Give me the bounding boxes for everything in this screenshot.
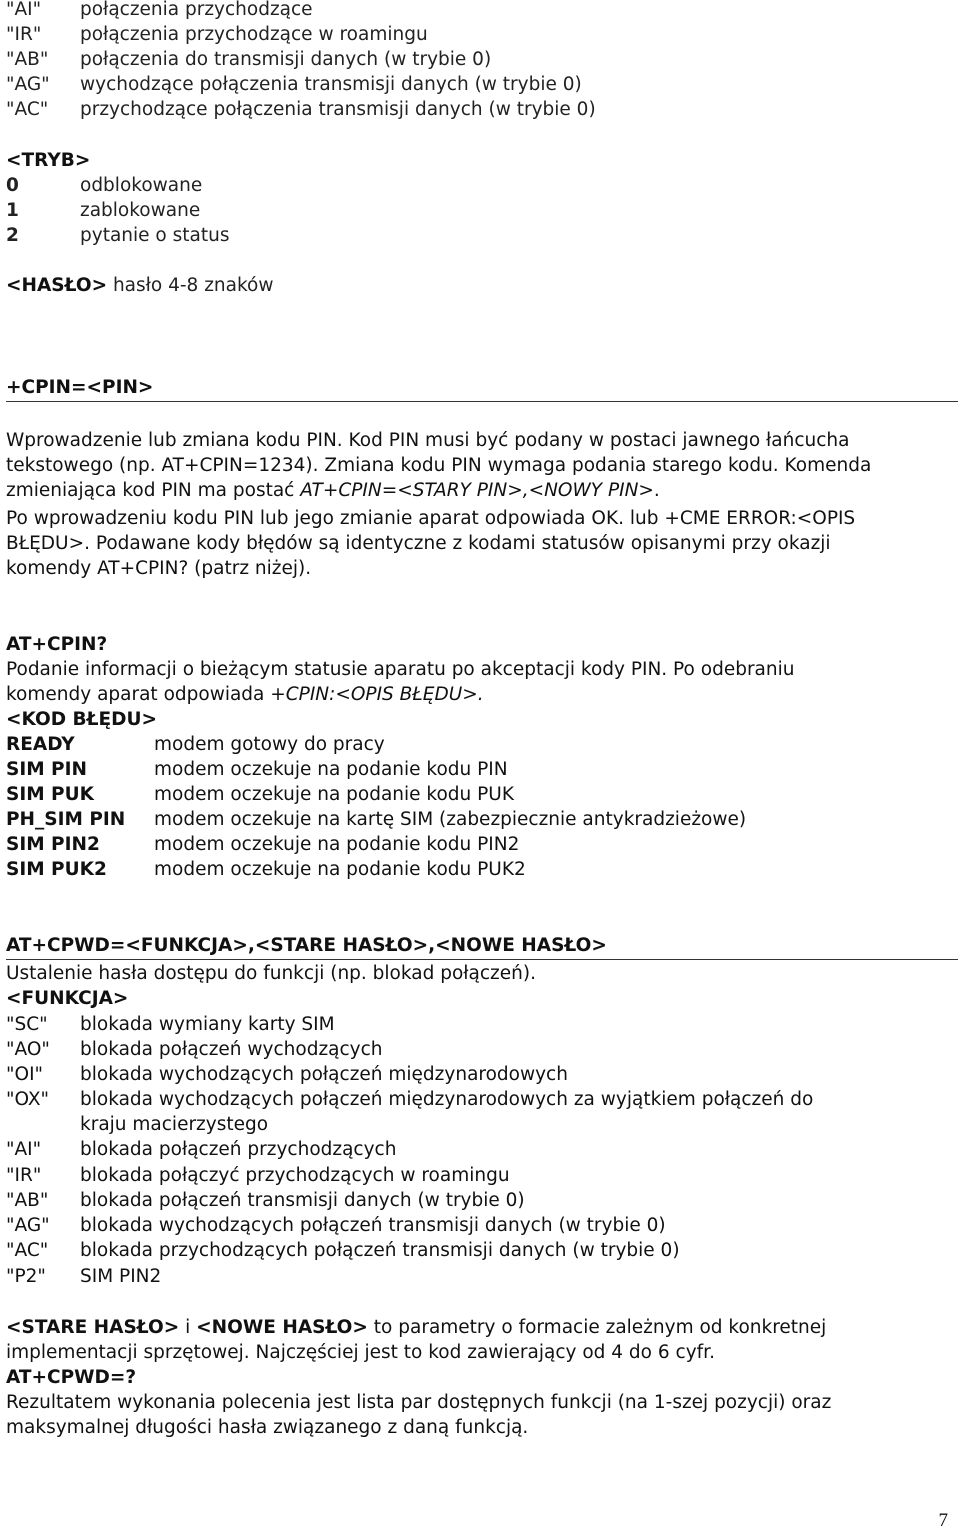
code: "IR" (6, 1165, 42, 1186)
description: połączenia do transmisji danych (w trybie 0) (80, 49, 492, 70)
paragraph-line: implementacji sprzętowej. Najczęściej jest to kod zawierający od 4 do 6 cyfr. (6, 1342, 715, 1363)
haslo-label: <HASŁO> (6, 275, 108, 296)
description: blokada połączeń wychodzących (80, 1039, 383, 1060)
code: "P2" (6, 1266, 46, 1287)
description: blokada wymiany karty SIM (80, 1014, 335, 1035)
paragraph-line: maksymalnej długości hasła związanego z daną funkcją. (6, 1417, 529, 1438)
code: "AB" (6, 49, 49, 70)
code: "AG" (6, 74, 50, 95)
description: wychodzące połączenia transmisji danych (w trybie 0) (80, 74, 582, 95)
section-heading: AT+CPWD=? (6, 1367, 137, 1388)
text: i (179, 1317, 197, 1338)
description: zablokowane (80, 200, 201, 221)
description: pytanie o status (80, 225, 230, 246)
page-number: 7 (938, 1510, 948, 1531)
code: "AB" (6, 1190, 49, 1211)
paragraph-line: Po wprowadzeniu kodu PIN lub jego zmianie aparat odpowiada OK. lub +CME ERROR:<OPIS (6, 508, 856, 529)
description: przychodzące połączenia transmisji danych (w trybie 0) (80, 99, 596, 120)
paragraph-line: tekstowego (np. AT+CPIN=1234). Zmiana kodu PIN wymaga podania starego kodu. Komenda (6, 455, 872, 476)
code: "SC" (6, 1014, 48, 1035)
description: blokada połączeń przychodzących (80, 1139, 397, 1160)
code: SIM PIN2 (6, 834, 100, 855)
paragraph-line (6, 682, 484, 707)
paragraph-line: Rezultatem wykonania polecenia jest lista par dostępnych funkcji (na 1-szej pozycji) oraz (6, 1392, 832, 1413)
description: modem gotowy do pracy (154, 734, 385, 755)
divider (6, 959, 958, 960)
description: modem oczekuje na podanie kodu PUK2 (154, 859, 526, 880)
text: zmieniająca kod PIN ma postać (6, 480, 301, 501)
command-syntax: AT+CPIN=<STARY PIN>,<NOWY PIN> (300, 480, 654, 501)
param-name: <NOWE HASŁO> (196, 1317, 368, 1338)
code: 2 (6, 225, 19, 246)
code: "OI" (6, 1064, 44, 1085)
funkcja-header: <FUNKCJA> (6, 988, 129, 1009)
code: PH_SIM PIN (6, 809, 126, 830)
code: "AO" (6, 1039, 50, 1060)
paragraph-line: Ustalenie hasła dostępu do funkcji (np. blokad połączeń). (6, 963, 536, 984)
code: SIM PUK2 (6, 859, 107, 880)
description: blokada wychodzących połączeń międzynarodowych (80, 1064, 568, 1085)
description: blokada przychodzących połączeń transmisji danych (w trybie 0) (80, 1240, 680, 1261)
text: komendy aparat odpowiada (6, 684, 271, 705)
section-heading: AT+CPWD=<FUNKCJA>,<STARE HASŁO>,<NOWE HASŁO> (6, 935, 607, 956)
code: "OX" (6, 1089, 50, 1110)
paragraph-line: BŁĘDU>. Podawane kody błędów są identyczne z kodami statusów opisanymi przy okazji (6, 533, 831, 554)
description: blokada połączyć przychodzących w roamingu (80, 1165, 510, 1186)
code: SIM PIN (6, 759, 87, 780)
haslo-line (6, 273, 274, 298)
haslo-desc: hasło 4-8 znaków (107, 275, 274, 296)
code: "IR" (6, 24, 42, 45)
description: modem oczekuje na kartę SIM (zabezpiecznie antykradzieżowe) (154, 809, 747, 830)
description: SIM PIN2 (80, 1266, 162, 1287)
code: "AC" (6, 1240, 49, 1261)
description: odblokowane (80, 175, 203, 196)
description: kraju macierzystego (80, 1114, 269, 1135)
description: połączenia przychodzące (80, 0, 313, 20)
code: 1 (6, 200, 19, 221)
param-name: <STARE HASŁO> (6, 1317, 180, 1338)
tryb-header: <TRYB> (6, 150, 91, 171)
paragraph-line (6, 1315, 826, 1340)
divider (6, 401, 958, 402)
code: SIM PUK (6, 784, 94, 805)
description: modem oczekuje na podanie kodu PUK (154, 784, 514, 805)
paragraph-line (6, 478, 660, 503)
kod-bledu-header: <KOD BŁĘDU> (6, 709, 158, 730)
code: "AC" (6, 99, 49, 120)
response-syntax: +CPIN:<OPIS BŁĘDU>. (270, 684, 484, 705)
text: to parametry o formacie zależnym od konkretnej (367, 1317, 827, 1338)
paragraph-line: komendy AT+CPIN? (patrz niżej). (6, 558, 312, 579)
code: "AG" (6, 1215, 50, 1236)
code: READY (6, 734, 75, 755)
section-heading: AT+CPIN? (6, 634, 108, 655)
code: "AI" (6, 0, 42, 20)
paragraph-line: Podanie informacji o bieżącym statusie aparatu po akceptacji kody PIN. Po odebraniu (6, 659, 795, 680)
section-heading: +CPIN=<PIN> (6, 377, 154, 398)
description: blokada połączeń transmisji danych (w trybie 0) (80, 1190, 525, 1211)
description: połączenia przychodzące w roamingu (80, 24, 428, 45)
text: . (653, 480, 660, 501)
description: blokada wychodzących połączeń transmisji danych (w trybie 0) (80, 1215, 666, 1236)
description: modem oczekuje na podanie kodu PIN2 (154, 834, 520, 855)
description: blokada wychodzących połączeń międzynarodowych za wyjątkiem połączeń do (80, 1089, 814, 1110)
paragraph-line: Wprowadzenie lub zmiana kodu PIN. Kod PIN musi być podany w postaci jawnego łańcucha (6, 430, 850, 451)
code: 0 (6, 175, 19, 196)
code: "AI" (6, 1139, 42, 1160)
description: modem oczekuje na podanie kodu PIN (154, 759, 508, 780)
